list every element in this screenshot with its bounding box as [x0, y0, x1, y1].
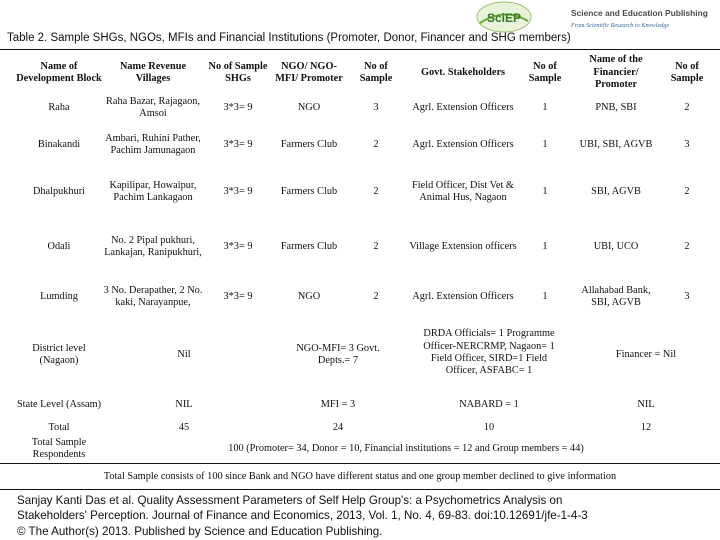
- cell-financier: SBI, AGVB: [591, 185, 641, 197]
- cell-ngo: MFI = 3: [320, 398, 356, 410]
- cell-govt-count: 1: [542, 185, 548, 197]
- cell-govt-count: 1: [542, 240, 548, 252]
- citation: [17, 493, 707, 539]
- header-villages: Name Revenue Villages: [119, 60, 187, 84]
- cell-villages: NIL: [175, 398, 193, 410]
- cell-fin-count: 3: [684, 290, 690, 302]
- cell-block: Odali: [47, 240, 71, 252]
- cell-block: Total: [48, 421, 70, 433]
- respondents-summary: 100 (Promoter= 34, Donor = 10, Financial institutions = 12 and Group members = 44): [228, 442, 584, 454]
- sciep-logo-icon: [476, 1, 532, 33]
- publisher-logo: [472, 0, 720, 36]
- svg-text:SciEP: SciEP: [486, 11, 522, 25]
- cell-govt-count: 1: [542, 138, 548, 150]
- cell-fin-count: 2: [684, 240, 690, 252]
- cell-villages: Kapilipar, Howaipur, Pachim Lankagaon: [109, 179, 197, 203]
- cell-shgs: 3*3= 9: [223, 101, 253, 113]
- cell-villages: Nil: [177, 348, 191, 360]
- cell-financier: 12: [640, 421, 652, 433]
- cell-govt: Agrl. Extension Officers: [412, 290, 514, 302]
- cell-shgs: 3*3= 9: [223, 185, 253, 197]
- publisher-name: Science and Education Publishing: [571, 8, 708, 18]
- cell-block: Lumding: [40, 290, 78, 302]
- cell-financier: UBI, UCO: [593, 240, 639, 252]
- citation-line-3: © The Author(s) 2013. Published by Science and Education Publishing.: [17, 524, 383, 538]
- cell-ngo: NGO: [297, 101, 321, 113]
- cell-block: District level (Nagaon): [32, 342, 86, 366]
- cell-block: Binakandi: [37, 138, 81, 150]
- cell-financier: NIL: [637, 398, 655, 410]
- header-no-sample-3: No of Sample: [670, 60, 704, 84]
- cell-govt: Agrl. Extension Officers: [412, 138, 514, 150]
- table-footnote-rule: [0, 463, 720, 464]
- table-footnote: Total Sample consists of 100 since Bank and NGO have different status and one group member declined to give information: [103, 470, 617, 482]
- cell-fin-count: 2: [684, 101, 690, 113]
- table-caption: Table 2. Sample SHGs, NGOs, MFIs and Financial Institutions (Promoter, Donor, Financer and SHG members): [7, 32, 571, 44]
- cell-shgs: 3*3= 9: [223, 240, 253, 252]
- cell-villages: 3 No. Derapather, 2 No. kaki, Narayanpue,: [103, 284, 203, 308]
- cell-govt-count: 1: [542, 290, 548, 302]
- cell-block: Total Sample Respondents: [31, 436, 87, 460]
- cell-ngo: Farmers Club: [280, 240, 338, 252]
- cell-block: Raha: [48, 101, 70, 113]
- cell-ngo: 24: [332, 421, 344, 433]
- cell-financier: PNB, SBI: [595, 101, 637, 113]
- cell-govt: Agrl. Extension Officers: [412, 101, 514, 113]
- cell-villages: No. 2 Pipal pukhuri, Lankajan, Ranipukhuri,: [104, 234, 202, 258]
- cell-ngo-count: 2: [373, 185, 379, 197]
- cell-govt: Village Extension officers: [409, 240, 517, 252]
- cell-ngo: NGO-MFI= 3 Govt. Depts.= 7: [296, 342, 380, 366]
- cell-block: Dhalpukhuri: [32, 185, 86, 197]
- cell-ngo-count: 2: [373, 240, 379, 252]
- cell-financier: Financer = Nil: [615, 348, 677, 360]
- publisher-tagline: From Scientific Research to Knowledge: [571, 22, 670, 29]
- cell-fin-count: 3: [684, 138, 690, 150]
- cell-villages: 45: [178, 421, 190, 433]
- cell-govt: DRDA Officials= 1 Programme Officer-NERCRMP, Nagaon= 1 Field Officer, SIRD=1 Field Officer, ASFABC= 1: [423, 328, 555, 377]
- citation-line-2: Stakeholders' Perception. Journal of Finance and Economics, 2013, Vol. 1, No. 4, 69-83. doi:10.12691/jfe-1-4-3: [17, 509, 588, 523]
- cell-ngo-count: 3: [373, 101, 379, 113]
- header-sample-shgs: No of Sample SHGs: [208, 60, 268, 84]
- cell-govt: Field Officer, Dist Vet & Animal Hus, Nagaon: [412, 179, 514, 203]
- cell-govt-count: 1: [542, 101, 548, 113]
- header-no-sample-1: No of Sample: [359, 60, 393, 84]
- cell-ngo-count: 2: [373, 138, 379, 150]
- cell-villages: Ambari, Ruhini Pather, Pachim Jamunagaon: [105, 132, 201, 156]
- cell-villages: Raha Bazar, Rajagaon, Amsoi: [106, 95, 200, 119]
- cell-ngo: Farmers Club: [280, 138, 338, 150]
- table-top-rule: [0, 49, 720, 50]
- cell-govt: 10: [483, 421, 495, 433]
- cell-ngo-count: 2: [373, 290, 379, 302]
- header-govt-stakeholders: Govt. Stakeholders: [420, 66, 506, 78]
- cell-ngo: Farmers Club: [280, 185, 338, 197]
- table-bottom-rule: [0, 489, 720, 490]
- cell-financier: Allahabad Bank, SBI, AGVB: [581, 284, 651, 308]
- cell-financier: UBI, SBI, AGVB: [579, 138, 653, 150]
- cell-govt: NABARD = 1: [459, 398, 519, 410]
- cell-ngo: NGO: [297, 290, 321, 302]
- cell-shgs: 3*3= 9: [223, 138, 253, 150]
- cell-fin-count: 2: [684, 185, 690, 197]
- citation-line-1: Sanjay Kanti Das et al. Quality Assessment Parameters of Self Help Group's: a Psychometrics Analysis on: [17, 494, 563, 507]
- cell-shgs: 3*3= 9: [223, 290, 253, 302]
- cell-block: State Level (Assam): [16, 398, 102, 410]
- header-dev-block: Name of Development Block: [16, 60, 102, 84]
- header-no-sample-2: No of Sample: [528, 60, 562, 84]
- header-ngo-mfi: NGO/ NGO-MFI/ Promoter: [275, 60, 343, 84]
- header-financier: Name of the Financier/ Promoter: [589, 54, 643, 91]
